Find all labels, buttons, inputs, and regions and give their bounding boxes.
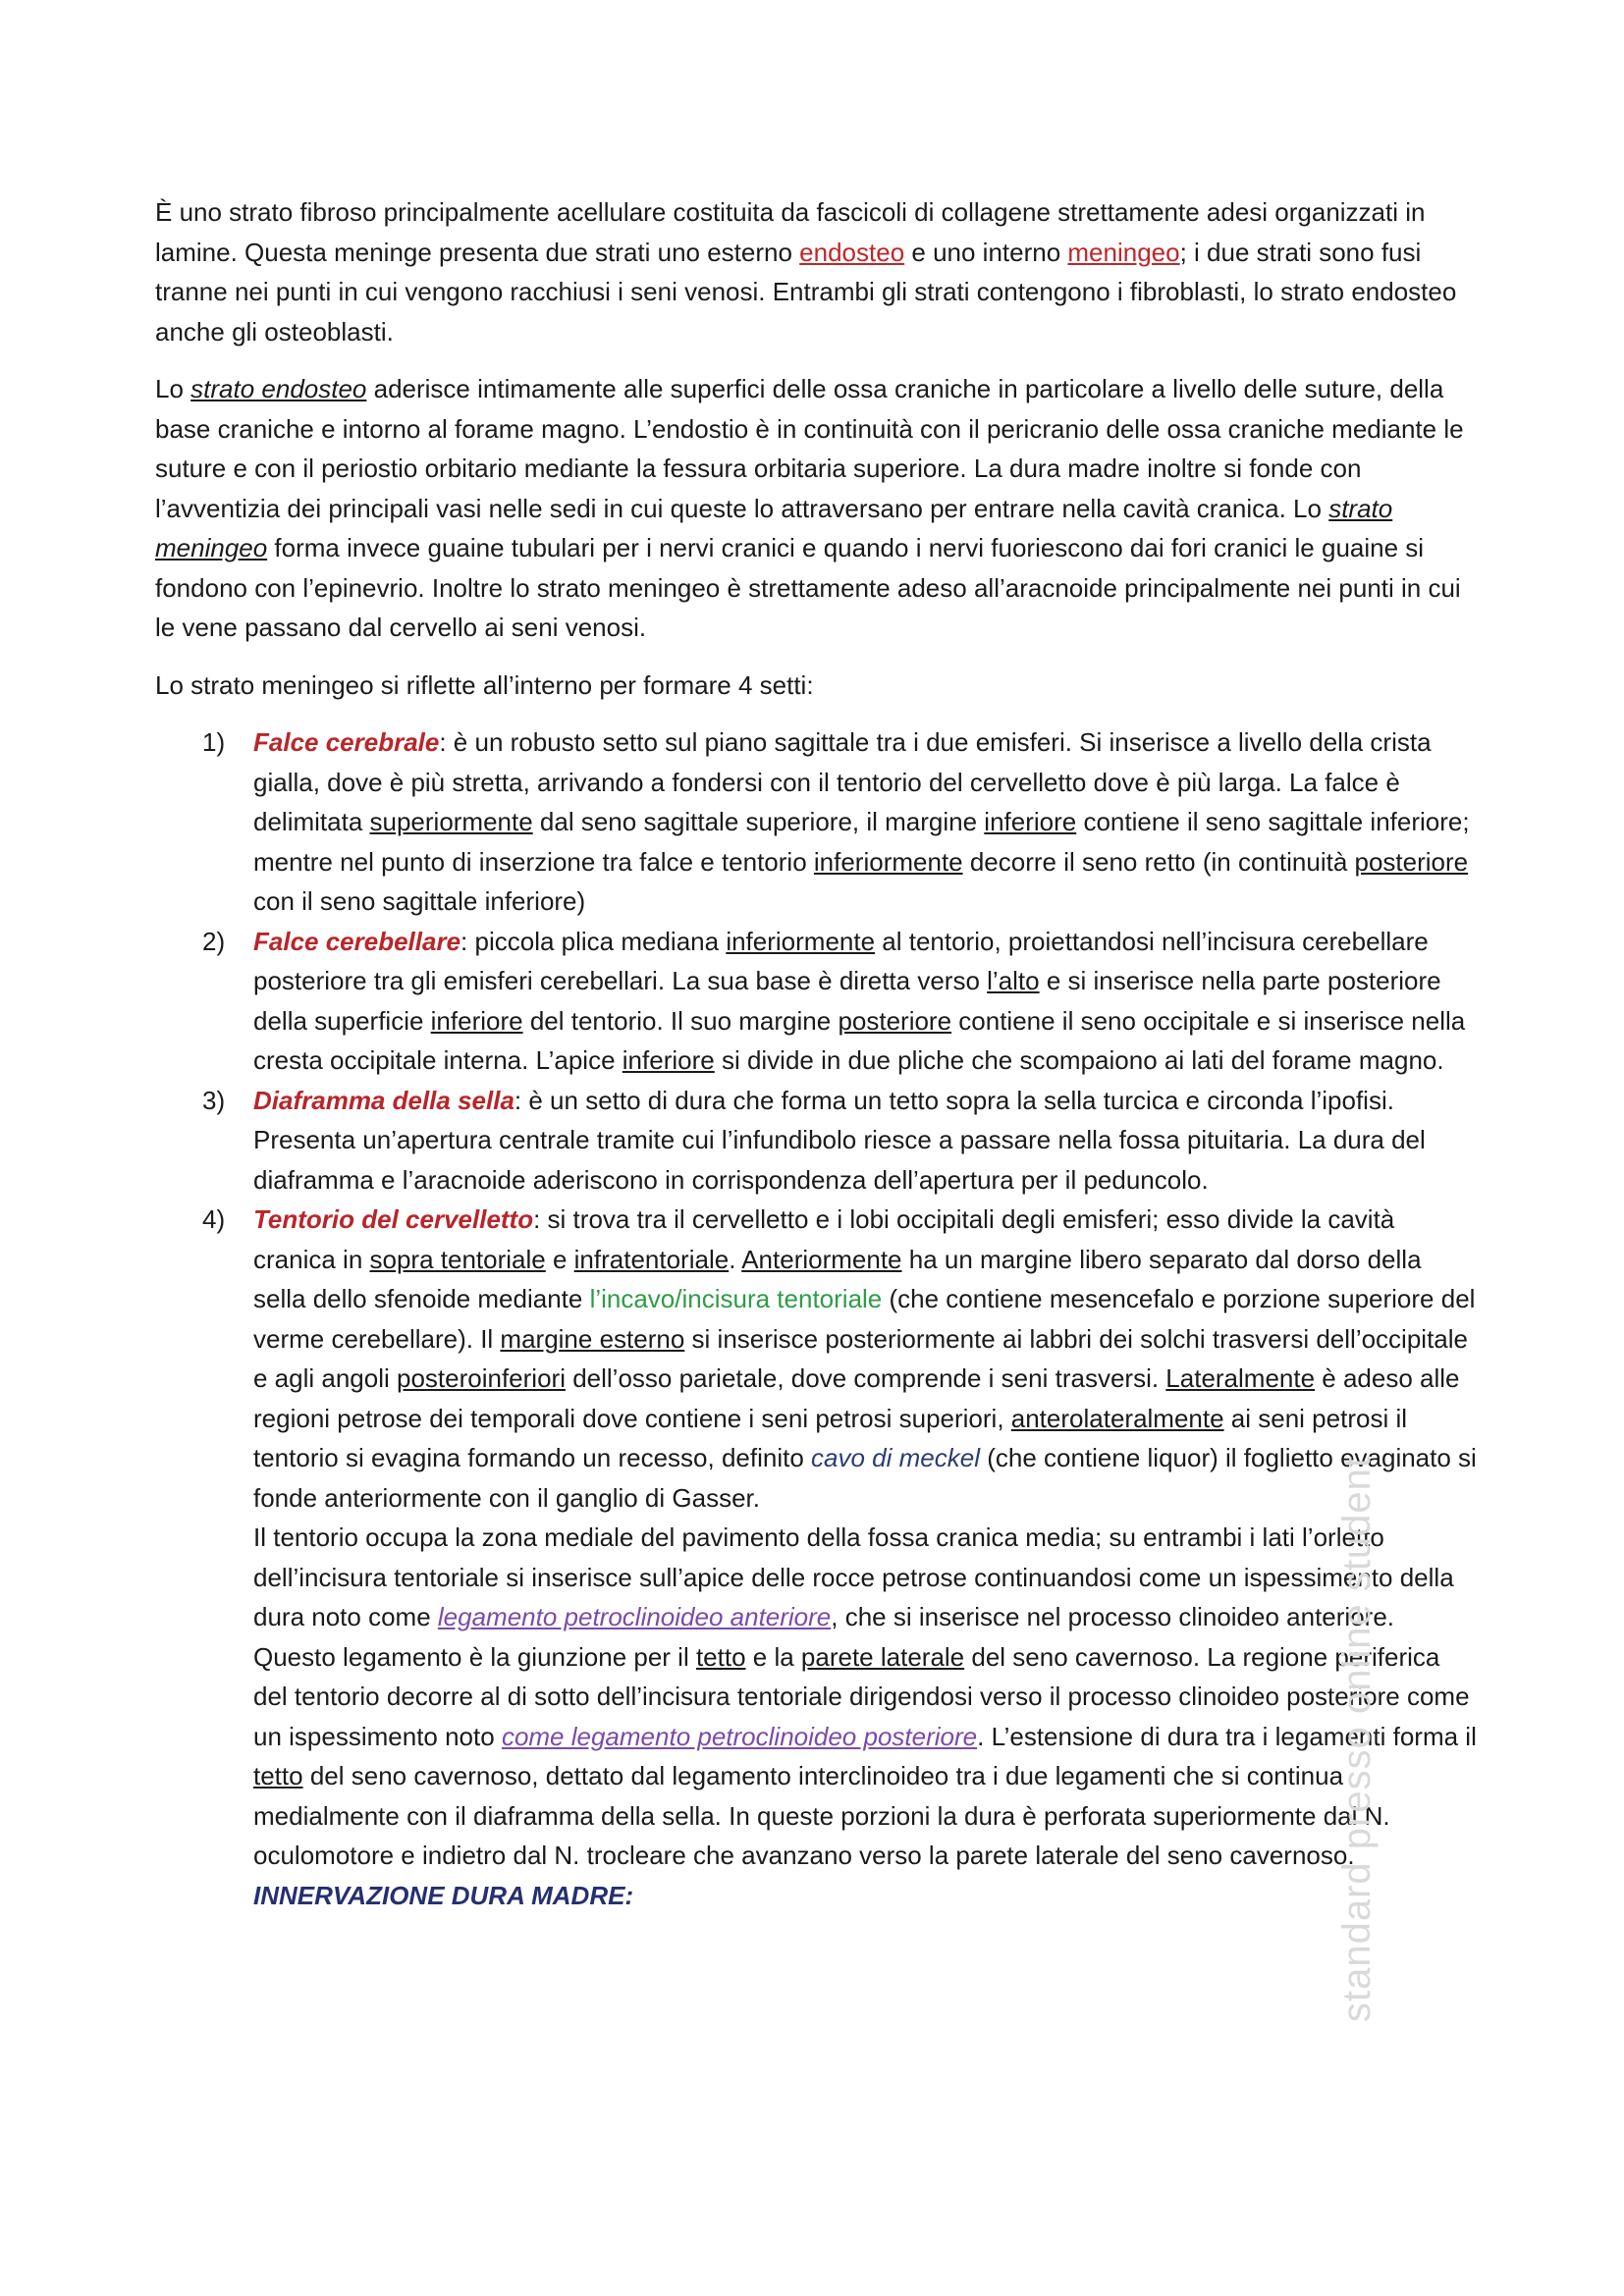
underlined-text: posteriore (1354, 846, 1469, 877)
underlined-text: l’alto (987, 966, 1040, 995)
list-item-falce-cerebrale (155, 722, 1481, 922)
underlined-text: Anteriormente (741, 1244, 902, 1274)
text: si inserisce posteriormente ai labbri dei solchi trasversi dell’occipitale e agli angoli (253, 1323, 1468, 1393)
underlined-text: infratentoriale (573, 1244, 730, 1274)
underlined-text: Lateralmente (1165, 1363, 1316, 1393)
term-heading: Falce cerebrale (253, 727, 440, 757)
text: Lo (155, 374, 191, 403)
term-legamento-posteriore: come legamento petroclinoideo posteriore (501, 1721, 978, 1751)
text: . L’estensione di dura tra i legamenti forma il (977, 1721, 1477, 1751)
list-number: 1) (202, 727, 226, 757)
underlined-text: posteriore (838, 1005, 952, 1036)
text: ai seni petrosi il tentorio si evagina formando un recesso, definito (253, 1403, 1407, 1472)
text: contiene il seno sagittale inferiore; mentre nel punto di inserzione tra falce e tentorio (253, 807, 1470, 877)
tentorio-continuation (253, 1518, 1481, 1876)
underlined-text: superiormente (369, 807, 533, 836)
text: dell’osso parietale, dove comprende i seni trasversi. (565, 1363, 1166, 1393)
text: : è un robusto setto sul piano sagittale tra i due emisferi. Si inserisce a livello della crista gialla, dove è più stretta, arrivando a fondersi con il tentorio del cervelletto dove è più larga. La falce è delimitata (253, 727, 1432, 836)
text: ha un margine libero separato dal dorso della sella dello sfenoide mediante (253, 1244, 1422, 1313)
paragraph-strata (155, 369, 1481, 648)
text: al tentorio, proiettandosi nell’incisura cerebellare posteriore tra gli emisferi cerebellari. La sua base è diretta verso (253, 926, 1429, 995)
term-heading: Diaframma della sella (253, 1085, 514, 1115)
list-number: 2) (202, 926, 226, 956)
term-endosteo: endosteo (799, 237, 905, 267)
list-item-diaframma-sella (155, 1081, 1481, 1201)
underlined-text: anterolateralmente (1010, 1403, 1224, 1433)
underlined-text: posteroinferiori (397, 1363, 566, 1393)
underlined-text: parete laterale (800, 1641, 965, 1672)
underlined-text: inferiore (430, 1005, 523, 1036)
text: ; i due strati sono fusi tranne nei punti in cui vengono racchiusi i seni venosi. Entrambi gli strati contengono i fibroblasti, lo strato endosteo anche gli osteoblasti. (155, 237, 1457, 347)
underlined-text: margine esterno (500, 1323, 685, 1354)
list-number: 4) (202, 1204, 226, 1234)
text: . (729, 1244, 742, 1274)
text: dal seno sagittale superiore, il margine (532, 807, 985, 836)
text: (che contiene liquor) il foglietto evaginato si fonde anteriormente con il ganglio di Gasser. (253, 1443, 1477, 1513)
term-strato-endosteo: strato endosteo (190, 374, 367, 403)
text: È uno strato fibroso principalmente acellulare costituita da fascicoli di collagene strettamente adesi organizzati in lamine. Questa meninge presenta due strati uno esterno (155, 197, 1426, 267)
underlined-text: tetto (253, 1761, 303, 1790)
watermark: standard presso online student (1335, 1455, 1379, 2022)
text: decorre il seno retto (in continuità (962, 846, 1355, 877)
paragraph-setti-intro: Lo strato meningeo si riflette all’interno per formare 4 setti: (155, 669, 814, 700)
text: Il tentorio occupa la zona mediale del pavimento della fossa cranica media; su entrambi i lati l’orletto dell’incisura tentoriale si inserisce sull’apice delle rocce petrose continuandosi come un ispessimento della dura noto come (253, 1522, 1454, 1631)
setti-list (155, 722, 1481, 1915)
text: e uno interno (904, 237, 1068, 267)
text: forma invece guaine tubulari per i nervi cranici e quando i nervi fuoriescono dai fori cranici le guaine si fondono con l’epinevrio. Inoltre lo strato meningeo è strettamente adeso all’aracnoide principalmente nei punti in cui le vene passano dal cervello ai seni venosi. (155, 533, 1461, 642)
term-cavo-meckel: cavo di meckel (811, 1443, 980, 1472)
underlined-text: sopra tentoriale (369, 1244, 546, 1274)
underlined-text: tetto (695, 1641, 746, 1672)
text: del seno cavernoso, dettato dal legamento interclinoideo tra i due legamenti che si continua medialmente con il diaframma della sella. In queste porzioni la dura è perforata superiormente dal N. oculomotore e indietro dal N. trocleare che avanzano verso la parete laterale del seno cavernoso. (253, 1761, 1390, 1870)
section-heading-innervazione: INNERVAZIONE DURA MADRE: (253, 1880, 634, 1910)
text: : si trova tra il cervelletto e i lobi occipitali degli emisferi; esso divide la cavità cranica in (253, 1204, 1395, 1274)
text: : piccola plica mediana (460, 926, 727, 956)
term-strato-meningeo: strato meningeo (155, 493, 1393, 562)
underlined-text: inferiormente (726, 926, 876, 956)
underlined-text: inferiore (984, 807, 1077, 836)
list-item-falce-cerebellare (155, 922, 1481, 1081)
text: e (545, 1244, 574, 1274)
text: e la (745, 1641, 801, 1672)
underlined-text: inferiormente (813, 846, 963, 877)
document-body (155, 192, 1481, 1915)
term-heading: Falce cerebellare (253, 926, 461, 956)
term-legamento-anteriore: legamento petroclinoideo anteriore (437, 1602, 832, 1631)
text: : è un setto di dura che forma un tetto sopra la sella turcica e circonda l’ipofisi. Presenta un’apertura centrale tramite cui l’infundibolo riesce a passare nella fossa pituitaria. La dura del diaframma e l’aracnoide aderiscono in corrispondenza dell’apertura per il peduncolo. (253, 1085, 1426, 1195)
text: (che contiene mesencefalo e porzione superiore del verme cerebellare). Il (253, 1284, 1476, 1354)
text: con il seno sagittale inferiore) (253, 886, 586, 916)
text: e si inserisce nella parte posteriore della superficie (253, 966, 1441, 1036)
underlined-text: inferiore (622, 1045, 715, 1075)
text: del tentorio. Il suo margine (522, 1005, 839, 1036)
term-heading: Tentorio del cervelletto (253, 1204, 534, 1234)
list-number: 3) (202, 1085, 226, 1115)
text: è adeso alle regioni petrose dei temporali dove contiene i seni petrosi superiori, (253, 1363, 1460, 1433)
text: si divide in due pliche che scompaiono ai lati del forame magno. (714, 1045, 1444, 1075)
text: contiene il seno occipitale e si inserisce nella cresta occipitale interna. L’apice (253, 1005, 1466, 1075)
term-meningeo: meningeo (1067, 237, 1180, 267)
text: del seno cavernoso. La regione periferica del tentorio decorre al di sotto dell’incisura tentoriale dirigendosi verso il processo clinoideo posteriore come un ispessimento noto (253, 1641, 1470, 1751)
term-incisura-tentoriale: l’incavo/incisura tentoriale (589, 1284, 883, 1313)
text: aderisce intimamente alle superfici delle ossa craniche in particolare a livello delle suture, della base craniche e intorno al forame magno. L’endostio è in continuità con il pericranio delle ossa craniche mediante le suture e con il periostio orbitario mediante la fessura orbitaria superiore. La dura madre inoltre si fonde con l’avventizia dei principali vasi nelle sedi in cui queste lo attraversano per entrare nella cavità cranica. Lo (155, 374, 1464, 523)
paragraph-intro (155, 192, 1481, 351)
text: , che si inserisce nel processo clinoideo anteriore. Questo legamento è la giunzione per il (253, 1602, 1395, 1672)
list-item-tentorio (155, 1200, 1481, 1915)
